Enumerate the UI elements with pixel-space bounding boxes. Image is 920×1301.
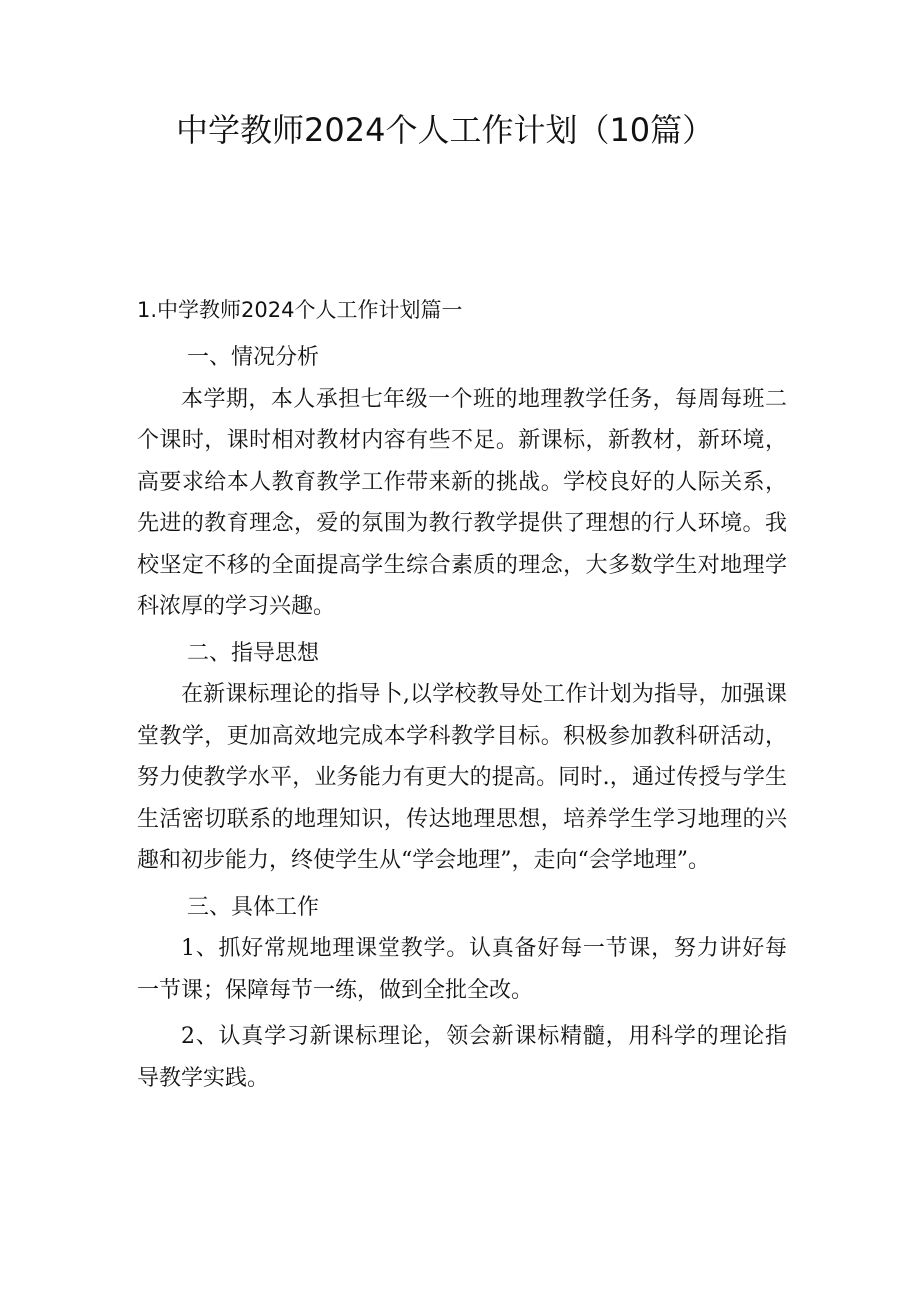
list-item-2: 2、认真学习新课标理论，领会新课标精髓，用科学的理论指导教学实践。 [137, 1024, 787, 1091]
paragraph-situation: 本学期，本人承担七年级一个班的地理教学任务，每周每班二个课时，课时相对教材内容有些不足。新课标，新教材，新环境，高要求给本人教育教学工作带来新的挑战。学校良好的人际关系，先进的教育理念，爱的氛围为教行教学提供了理想的行人环境。我校坚定不移的全面提高学生综合素质的理念，大多数学生对地理学科浓厚的学习兴趣。 [137, 386, 787, 619]
heading-guiding-ideology: 二、指导思想 [187, 640, 320, 666]
list-item-1: 1、抓好常规地理课堂教学。认真备好每一节课，努力讲好每一节课；保障每节一练，做到全批全改。 [137, 936, 787, 1003]
document-body [137, 337, 787, 1099]
heading-situation-analysis: 一、情况分析 [187, 345, 320, 370]
heading-specific-work: 三、具体工作 [187, 894, 320, 920]
section-title: 1.中学教师2024个人工作计划篇一 [137, 298, 463, 322]
paragraph-guiding: 在新课标理论的指导卜,以学校教导处工作计划为指导，加强课堂教学，更加高效地完成本学科教学目标。积极参加教科研活动，努力使教学水平，业务能力有更大的提高。同时.，通过传授与学生生活密切联系的地理知识，传达地理思想，培养学生学习地理的兴趣和初步能力，终使学生从“学会地理”，走向“会学地理”。 [137, 682, 787, 873]
document-title: 中学教师2024个人工作计划（10篇） [176, 111, 715, 149]
